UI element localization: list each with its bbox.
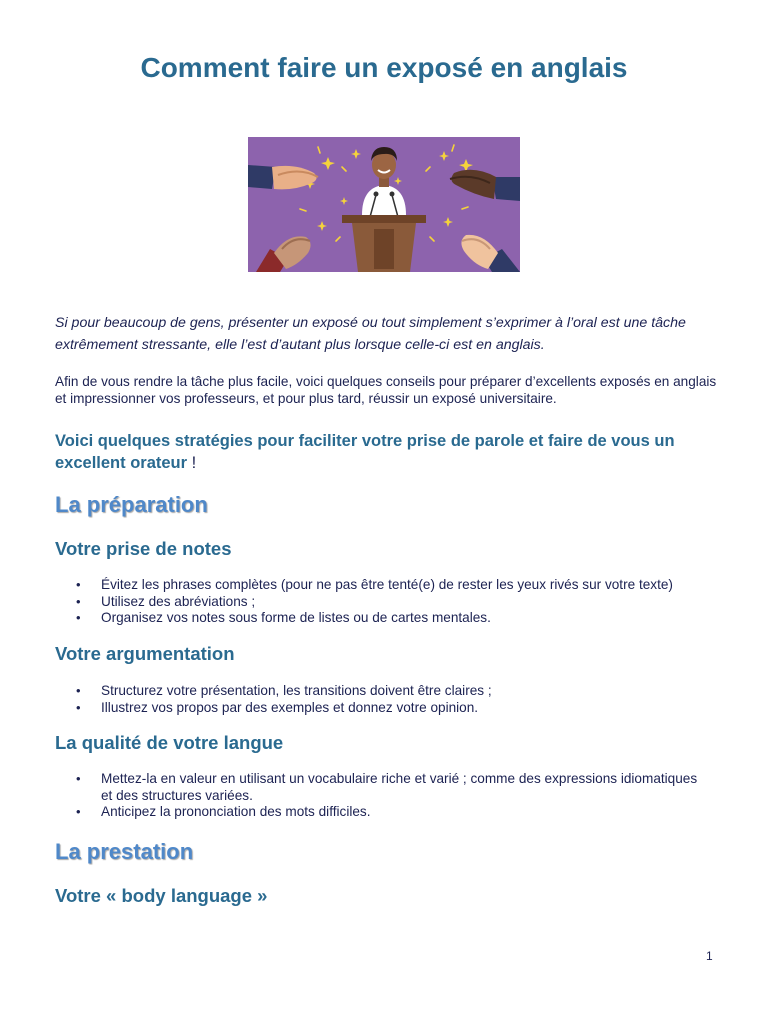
section-heading-prestation: La prestation (55, 839, 194, 864)
list-item: • Anticipez la prononciation des mots difficiles. (55, 804, 720, 821)
strategies-heading (55, 430, 720, 474)
list-item: • Utilisez des abréviations ; (55, 594, 720, 611)
strategies-text: Voici quelques stratégies pour faciliter votre prise de parole et faire de vous un excellent orateur (55, 432, 675, 472)
subheading-body-language: Votre « body language » (55, 885, 268, 906)
list-item: • Organisez vos notes sous forme de listes ou de cartes mentales. (55, 610, 720, 627)
notes-list (55, 577, 720, 627)
list-item: • Illustrez vos propos par des exemples et donnez votre opinion. (55, 700, 720, 717)
strategies-exclamation: ! (187, 454, 197, 472)
subheading-notes: Votre prise de notes (55, 538, 232, 559)
section-heading-preparation: La préparation (55, 492, 208, 517)
language-list (55, 771, 720, 821)
intro-paragraph: Afin de vous rendre la tâche plus facile, voici quelques conseils pour préparer d’excellents exposés en anglais et impressionner vos professeurs, et pour plus tard, réussir un exposé universitaire. (55, 374, 717, 406)
page-title: Comment faire un exposé en anglais (140, 52, 628, 83)
page-number: 1 (706, 949, 713, 963)
list-item: • Structurez votre présentation, les transitions doivent être claires ; (55, 683, 720, 700)
list-item: • Mettez-la en valeur en utilisant un vocabulaire riche et varié ; comme des expressions idiomatiques et des structures variées. (55, 771, 720, 804)
list-item: • Évitez les phrases complètes (pour ne pas être tenté(e) de rester les yeux rivés sur votre texte) (55, 577, 720, 594)
argumentation-list (55, 683, 720, 716)
subheading-language: La qualité de votre langue (55, 732, 284, 753)
intro-italic-paragraph: Si pour beaucoup de gens, présenter un exposé ou tout simplement s’exprimer à l’oral est une tâche extrêmement stressante, elle l’est d’autant plus lorsque celle-ci est en anglais. (55, 315, 686, 353)
subheading-argumentation: Votre argumentation (55, 643, 235, 664)
speaker-applause-illustration (248, 137, 520, 272)
